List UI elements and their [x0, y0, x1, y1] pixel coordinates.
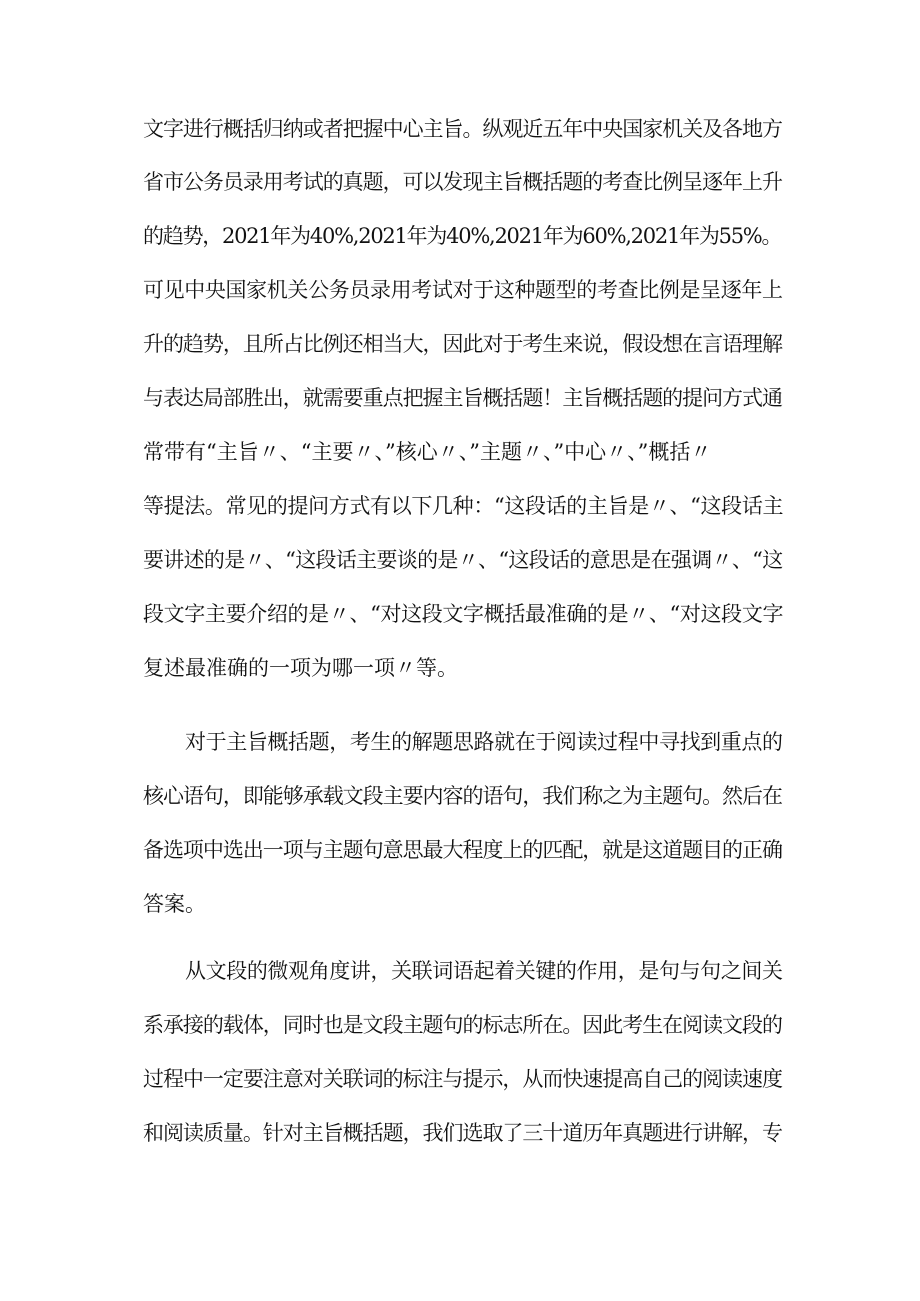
paragraph-2-line-1: 对于主旨概括题，考生的解题思路就在于阅读过程中寻找到重点的 — [185, 730, 783, 754]
paragraph-2-line-3: 备选项中选出一项与主题句意思最大程度上的匹配，就是这道题目的正确 — [143, 838, 782, 862]
paragraph-1-line-10: 段文字主要介绍的是〃、“对这段文字概括最准确的是〃、“对这段文字 — [143, 602, 783, 626]
paragraph-1-line-11: 复述最准确的一项为哪一项〃等。 — [143, 656, 458, 680]
paragraph-1-line-8: 等提法。常见的提问方式有以下几种：“这段话的主旨是〃、“这段话主 — [143, 494, 783, 518]
paragraph-2-line-4: 答案。 — [143, 892, 206, 916]
paragraph-1-line-2: 省市公务员录用考试的真题，可以发现主旨概括题的考查比例呈逐年上升 — [143, 170, 782, 194]
paragraph-1-line-6: 与表达局部胜出，就需要重点把握主旨概括题！主旨概括题的提问方式通 — [143, 386, 782, 410]
paragraph-3-line-4: 和阅读质量。针对主旨概括题，我们选取了三十道历年真题进行讲解，专 — [143, 1121, 782, 1145]
paragraph-3-line-2: 系承接的载体，同时也是文段主题句的标志所在。因此考生在阅读文段的 — [143, 1013, 782, 1037]
paragraph-1-line-3: 的趋势，2021年为40%,2021年为40%,2021年为60%,2021年为55%。 — [143, 224, 782, 248]
paragraph-3-line-1: 从文段的微观角度讲，关联词语起着关键的作用，是句与句之间关 — [185, 959, 783, 983]
paragraph-1-line-9: 要讲述的是〃、“这段话主要谈的是〃、“这段话的意思是在强调〃、“这 — [143, 548, 783, 572]
paragraph-2-line-2: 核心语句，即能够承载文段主要内容的语句，我们称之为主题句。然后在 — [143, 784, 782, 808]
paragraph-1-line-1: 文字进行概括归纳或者把握中心主旨。纵观近五年中央国家机关及各地方 — [143, 117, 782, 141]
paragraph-1-line-5: 升的趋势，且所占比例还相当大，因此对于考生来说，假设想在言语理解 — [143, 332, 782, 356]
paragraph-1-line-7: 常带有“主旨〃、“主要〃、”核心〃、”主题〃、”中心〃、”概括〃 — [143, 440, 712, 464]
paragraph-1-line-4: 可见中央国家机关公务员录用考试对于这种题型的考查比例是呈逐年上 — [143, 278, 783, 302]
paragraph-3-line-3: 过程中一定要注意对关联词的标注与提示，从而快速提高自己的阅读速度 — [143, 1067, 782, 1091]
